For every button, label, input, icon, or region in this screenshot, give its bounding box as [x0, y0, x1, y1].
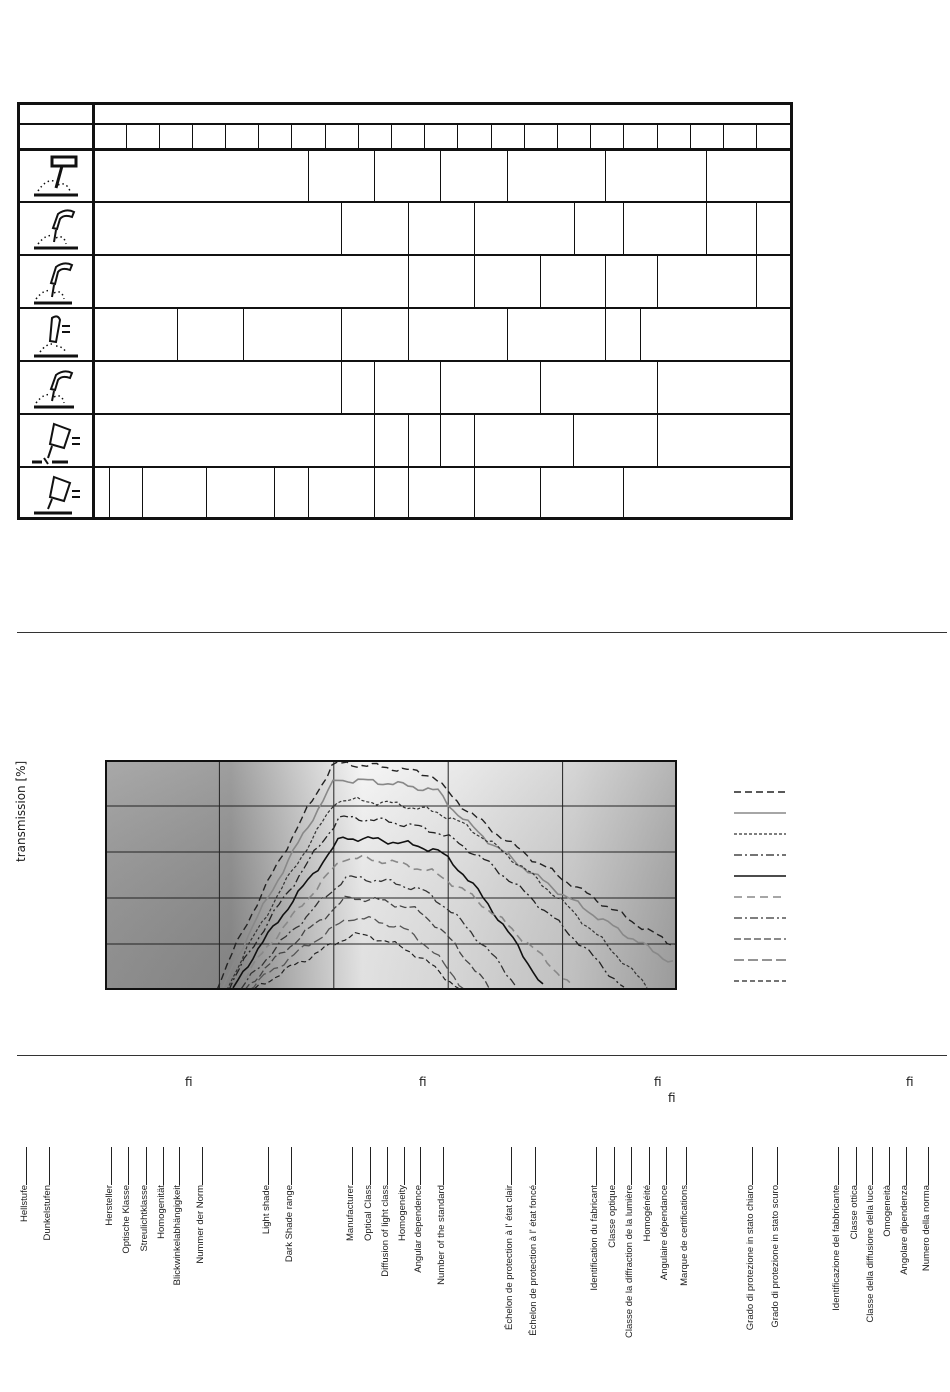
label-text: Identificazione del fabbricante: [831, 1185, 842, 1311]
table-cell-divider: [507, 149, 508, 202]
plasma-welding-icon: [28, 469, 84, 519]
table-cell-divider: [474, 414, 475, 467]
table-cell-divider: [408, 202, 409, 255]
label-text: Manufacturer: [345, 1185, 356, 1241]
table-cell-divider: [177, 308, 178, 361]
table-cell-divider: [605, 149, 606, 202]
label-leader-line: [443, 1147, 444, 1185]
label-leader-line: [128, 1147, 129, 1185]
label-leader-line: [666, 1147, 667, 1185]
label-text: Classe de la diffraction de la lumière: [624, 1185, 635, 1338]
label-leader-line: [202, 1147, 203, 1185]
table-row-divider: [17, 201, 793, 203]
table-cell-divider: [756, 202, 757, 255]
label-text: Hellstufe: [19, 1185, 30, 1222]
label-text: Light shade: [261, 1185, 272, 1235]
fi-glyph-3: fi: [654, 1075, 662, 1089]
label-text: Grado di protezione in stato scuro: [770, 1185, 781, 1328]
label-leader-line: [906, 1147, 907, 1185]
fi-glyph-4: fi: [668, 1091, 676, 1105]
label-leader-line: [535, 1147, 536, 1185]
label-leader-line: [614, 1147, 615, 1185]
table-cell-divider: [374, 467, 375, 520]
table-cell-divider: [192, 124, 193, 149]
table-cell-divider: [474, 202, 475, 255]
label-leader-line: [596, 1147, 597, 1185]
table-cell-divider: [657, 255, 658, 308]
table-cell-divider: [605, 308, 606, 361]
table-cell-divider: [657, 414, 658, 467]
label-leader-line: [889, 1147, 890, 1185]
label-text: Number of the standard: [436, 1185, 447, 1285]
label-text: Hersteller: [104, 1185, 115, 1226]
label-text: Homogénéité: [642, 1185, 653, 1242]
table-cell-divider: [341, 361, 342, 414]
table-cell-divider: [206, 467, 207, 520]
table-cell-divider: [491, 124, 492, 149]
table-cell-divider: [408, 467, 409, 520]
label-leader-line: [291, 1147, 292, 1185]
table-cell-divider: [623, 202, 624, 255]
label-text: Dunkelstufen: [42, 1185, 53, 1241]
table-cell-divider: [756, 124, 757, 149]
table-cell-divider: [109, 467, 110, 520]
table-cell-divider: [457, 124, 458, 149]
table-cell-divider: [657, 361, 658, 414]
label-leader-line: [163, 1147, 164, 1185]
label-text: Numero della norma: [921, 1185, 932, 1272]
label-text: Omogeneità: [882, 1185, 893, 1237]
gas-welding-icon: [28, 151, 84, 201]
table-cell-divider: [623, 467, 624, 520]
table-cell-divider: [440, 361, 441, 414]
mig-mag-light-icon: [28, 257, 84, 307]
table-cell-divider: [308, 149, 309, 202]
label-text: Optical Class: [363, 1185, 374, 1241]
table-cell-divider: [92, 102, 95, 520]
label-leader-line: [268, 1147, 269, 1185]
label-leader-line: [26, 1147, 27, 1185]
label-leader-line: [387, 1147, 388, 1185]
plasma-cutting-icon: [28, 416, 84, 466]
table-cell-divider: [358, 124, 359, 149]
label-text: Angulaire dépendance: [659, 1185, 670, 1281]
table-row-divider: [17, 148, 793, 151]
table-row-divider: [17, 360, 793, 362]
table-cell-divider: [756, 255, 757, 308]
fi-glyph-2: fi: [419, 1075, 427, 1089]
tig-icon: [28, 310, 84, 360]
table-cell-divider: [142, 467, 143, 520]
chart-y-axis-label: transmission [%]: [14, 760, 28, 862]
table-cell-divider: [374, 361, 375, 414]
table-cell-divider: [308, 467, 309, 520]
table-row-divider: [17, 307, 793, 309]
table-cell-divider: [325, 124, 326, 149]
label-leader-line: [872, 1147, 873, 1185]
table-cell-divider: [540, 467, 541, 520]
label-text: Classe optique: [607, 1185, 618, 1248]
label-text: Dark Shade range: [284, 1185, 295, 1263]
label-leader-line: [856, 1147, 857, 1185]
label-text: Angular dependence: [413, 1185, 424, 1273]
label-leader-line: [686, 1147, 687, 1185]
table-cell-divider: [159, 124, 160, 149]
table-cell-divider: [243, 308, 244, 361]
table-cell-divider: [507, 308, 508, 361]
table-cell-divider: [126, 124, 127, 149]
table-cell-divider: [440, 414, 441, 467]
table-cell-divider: [408, 414, 409, 467]
label-leader-line: [370, 1147, 371, 1185]
table-cell-divider: [274, 467, 275, 520]
table-cell-divider: [657, 124, 658, 149]
label-text: Angolare dipendenza: [899, 1185, 910, 1275]
table-row-divider: [17, 254, 793, 256]
fi-glyph-5: fi: [906, 1075, 914, 1089]
table-cell-divider: [408, 308, 409, 361]
label-leader-line: [649, 1147, 650, 1185]
table-cell-divider: [690, 124, 691, 149]
table-cell-divider: [723, 124, 724, 149]
label-text: Classe ottica: [849, 1185, 860, 1240]
table-cell-divider: [706, 202, 707, 255]
label-leader-line: [631, 1147, 632, 1185]
table-cell-divider: [225, 124, 226, 149]
label-leader-line: [404, 1147, 405, 1185]
table-cell-divider: [557, 124, 558, 149]
table-cell-divider: [640, 308, 641, 361]
label-leader-line: [179, 1147, 180, 1185]
table-cell-divider: [341, 202, 342, 255]
table-cell-divider: [408, 255, 409, 308]
label-leader-line: [49, 1147, 50, 1185]
section-divider-bottom: [17, 1055, 947, 1056]
label-leader-line: [777, 1147, 778, 1185]
label-text: Grado di protezione in stato chiaro: [745, 1185, 756, 1331]
table-cell-divider: [623, 124, 624, 149]
table-cell-divider: [258, 124, 259, 149]
table-cell-divider: [391, 124, 392, 149]
table-cell-divider: [341, 308, 342, 361]
label-text: Identification du fabricant: [589, 1185, 600, 1291]
mig-mag-heavy-icon: [28, 204, 84, 254]
label-text: Homogenität: [156, 1185, 167, 1239]
label-text: Streulichtklasse: [139, 1185, 150, 1252]
table-cell-divider: [590, 124, 591, 149]
mig-mag-pulsed-icon: [28, 363, 84, 413]
label-text: Diffusion of light class: [380, 1185, 391, 1277]
table-cell-divider: [605, 255, 606, 308]
section-divider-top: [17, 632, 947, 633]
label-leader-line: [928, 1147, 929, 1185]
label-leader-line: [420, 1147, 421, 1185]
table-row-divider: [17, 466, 793, 468]
label-text: Blickwinkelabhängigkeit: [172, 1185, 183, 1286]
table-cell-divider: [374, 414, 375, 467]
label-text: Marque de certifications: [679, 1185, 690, 1286]
label-leader-line: [352, 1147, 353, 1185]
label-text: Homogeneity: [397, 1185, 408, 1241]
table-cell-divider: [573, 414, 574, 467]
label-text: Échelon de protection à l' état foncé: [528, 1185, 539, 1336]
label-leader-line: [838, 1147, 839, 1185]
table-cell-divider: [540, 361, 541, 414]
table-row-divider: [17, 413, 793, 415]
label-leader-line: [511, 1147, 512, 1185]
label-text: Nummer der Norm: [195, 1185, 206, 1264]
table-cell-divider: [524, 124, 525, 149]
table-cell-divider: [474, 467, 475, 520]
table-cell-divider: [706, 149, 707, 202]
table-cell-divider: [291, 124, 292, 149]
label-leader-line: [111, 1147, 112, 1185]
table-cell-divider: [424, 124, 425, 149]
label-leader-line: [752, 1147, 753, 1185]
fi-glyph-1: fi: [185, 1075, 193, 1089]
transmission-chart-svg: [105, 760, 677, 990]
transmission-chart: [105, 760, 677, 990]
label-text: Optische Klasse: [121, 1185, 132, 1254]
table-cell-divider: [540, 255, 541, 308]
label-text: Échelon de protection à l' état clair: [504, 1185, 515, 1330]
table-cell-divider: [474, 255, 475, 308]
table-cell-divider: [574, 202, 575, 255]
welding-shade-table: [17, 102, 793, 520]
table-row-divider: [17, 123, 793, 125]
label-leader-line: [146, 1147, 147, 1185]
table-cell-divider: [374, 149, 375, 202]
label-text: Classe della diffusione della luce: [865, 1185, 876, 1323]
table-cell-divider: [440, 149, 441, 202]
